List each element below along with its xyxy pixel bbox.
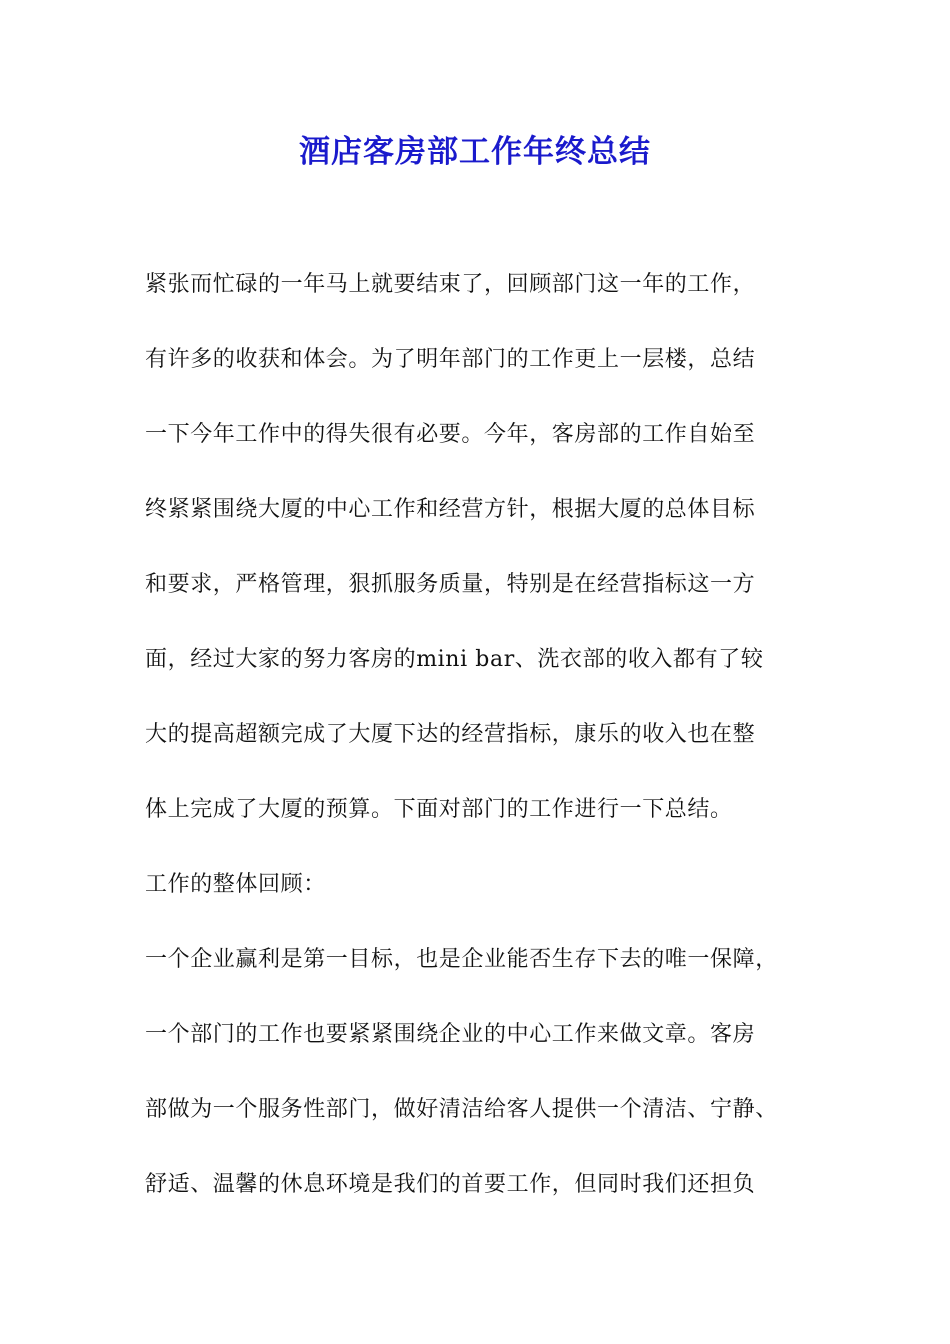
paragraph-line: 终紧紧围绕大厦的中心工作和经营方针，根据大厦的总体目标 — [145, 497, 756, 522]
paragraph-line: 紧张而忙碌的一年马上就要结束了，回顾部门这一年的工作， — [145, 272, 756, 297]
paragraph-line: 一下今年工作中的得失很有必要。今年，客房部的工作自始至 — [145, 422, 756, 447]
paragraph-line: 有许多的收获和体会。为了明年部门的工作更上一层楼，总结 — [145, 347, 756, 372]
paragraph-line: 大的提高超额完成了大厦下达的经营指标，康乐的收入也在整 — [145, 722, 756, 747]
paragraph-line: 体上完成了大厦的预算。下面对部门的工作进行一下总结。 — [145, 797, 733, 822]
document-title: 酒店客房部工作年终总结 — [299, 134, 651, 170]
paragraph-line: 部做为一个服务性部门，做好清洁给客人提供一个清洁、宁静、 — [145, 1097, 778, 1122]
paragraph-line: 一个企业赢利是第一目标，也是企业能否生存下去的唯一保障， — [145, 947, 778, 972]
paragraph-line: 舒适、温馨的休息环境是我们的首要工作，但同时我们还担负 — [145, 1172, 756, 1197]
paragraph-line: 和要求，严格管理，狠抓服务质量，特别是在经营指标这一方 — [145, 572, 756, 597]
paragraph-line: 一个部门的工作也要紧紧围绕企业的中心工作来做文章。客房 — [145, 1022, 756, 1047]
paragraph-line: 面，经过大家的努力客房的mini bar、洗衣部的收入都有了较 — [145, 647, 764, 672]
section-heading: 工作的整体回顾： — [145, 872, 326, 897]
